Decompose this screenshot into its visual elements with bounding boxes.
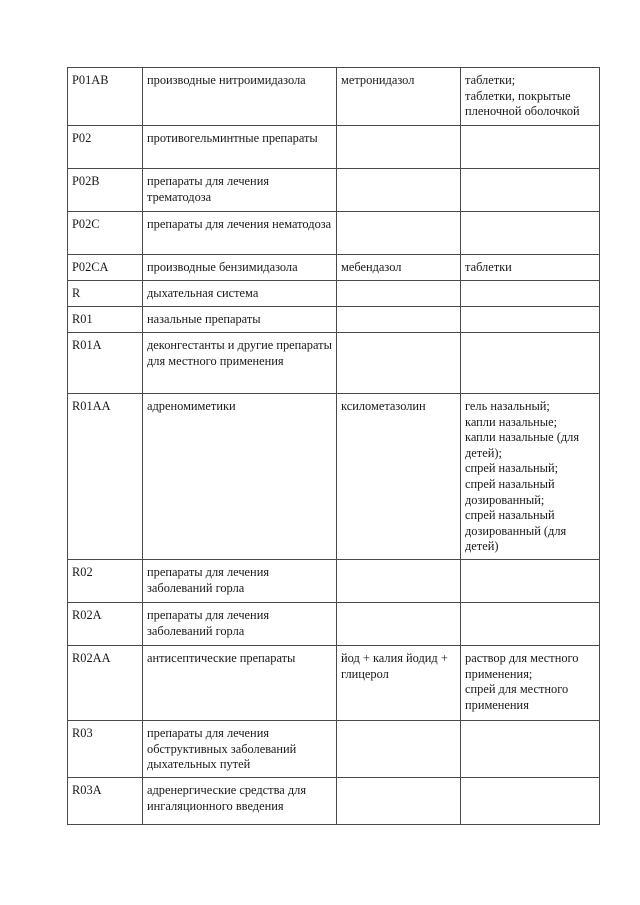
atc-code-cell: R02AA [68, 645, 143, 720]
atc-code-cell: R01A [68, 333, 143, 394]
table-row [68, 602, 600, 645]
dosage-form-cell: гель назальный; капли назальные; капли назальные (для детей); спрей назальный; спрей назальный дозированный; спрей назальный дозированный (для детей) [461, 394, 600, 560]
table-row [68, 255, 600, 281]
atc-drug-table [67, 67, 600, 825]
dosage-form-cell [461, 169, 600, 212]
atc-code-cell: R01AA [68, 394, 143, 560]
atc-code-cell: P02C [68, 212, 143, 255]
drug-name-cell [337, 307, 461, 333]
table-row [68, 394, 600, 560]
dosage-form-cell: таблетки [461, 255, 600, 281]
table-row [68, 169, 600, 212]
pharm-group-cell: адреномиметики [143, 394, 337, 560]
table-row [68, 645, 600, 720]
dosage-form-cell: таблетки; таблетки, покрытые пленочной оболочкой [461, 68, 600, 126]
pharm-group-cell: дыхательная система [143, 281, 337, 307]
table-row [68, 212, 600, 255]
dosage-form-cell [461, 777, 600, 824]
atc-code-cell: R03 [68, 720, 143, 777]
drug-name-cell [337, 559, 461, 602]
pharm-group-cell: деконгестанты и другие препараты для местного применения [143, 333, 337, 394]
pharm-group-cell: препараты для лечения обструктивных заболеваний дыхательных путей [143, 720, 337, 777]
pharm-group-cell: препараты для лечения нематодоза [143, 212, 337, 255]
table-row [68, 68, 600, 126]
table-body [68, 68, 600, 825]
dosage-form-cell [461, 281, 600, 307]
drug-name-cell [337, 212, 461, 255]
table-row [68, 777, 600, 824]
dosage-form-cell [461, 602, 600, 645]
drug-name-cell [337, 169, 461, 212]
drug-name-cell [337, 720, 461, 777]
atc-code-cell: P02CA [68, 255, 143, 281]
drug-name-cell [337, 333, 461, 394]
dosage-form-cell [461, 720, 600, 777]
dosage-form-cell [461, 559, 600, 602]
drug-name-cell [337, 126, 461, 169]
atc-code-cell: P01AB [68, 68, 143, 126]
atc-code-cell: R02A [68, 602, 143, 645]
atc-code-cell: P02 [68, 126, 143, 169]
pharm-group-cell: производные нитроимидазола [143, 68, 337, 126]
atc-code-cell: R03A [68, 777, 143, 824]
atc-code-cell: R [68, 281, 143, 307]
drug-name-cell: мебендазол [337, 255, 461, 281]
pharm-group-cell: противогельминтные препараты [143, 126, 337, 169]
drug-name-cell: ксилометазолин [337, 394, 461, 560]
drug-name-cell: метронидазол [337, 68, 461, 126]
pharm-group-cell: препараты для лечения трематодоза [143, 169, 337, 212]
pharm-group-cell: производные бензимидазола [143, 255, 337, 281]
dosage-form-cell [461, 126, 600, 169]
dosage-form-cell [461, 333, 600, 394]
table-row [68, 333, 600, 394]
table-row [68, 126, 600, 169]
atc-code-cell: R01 [68, 307, 143, 333]
table-row [68, 307, 600, 333]
pharm-group-cell: назальные препараты [143, 307, 337, 333]
pharm-group-cell: антисептические препараты [143, 645, 337, 720]
drug-name-cell: йод + калия йодид + глицерол [337, 645, 461, 720]
table-row [68, 720, 600, 777]
drug-name-cell [337, 602, 461, 645]
pharm-group-cell: препараты для лечения заболеваний горла [143, 559, 337, 602]
dosage-form-cell [461, 212, 600, 255]
atc-code-cell: P02B [68, 169, 143, 212]
drug-name-cell [337, 281, 461, 307]
table-row [68, 559, 600, 602]
table-row [68, 281, 600, 307]
dosage-form-cell [461, 307, 600, 333]
pharm-group-cell: препараты для лечения заболеваний горла [143, 602, 337, 645]
atc-code-cell: R02 [68, 559, 143, 602]
dosage-form-cell: раствор для местного применения; спрей для местного применения [461, 645, 600, 720]
drug-name-cell [337, 777, 461, 824]
pharm-group-cell: адренергические средства для ингаляционного введения [143, 777, 337, 824]
